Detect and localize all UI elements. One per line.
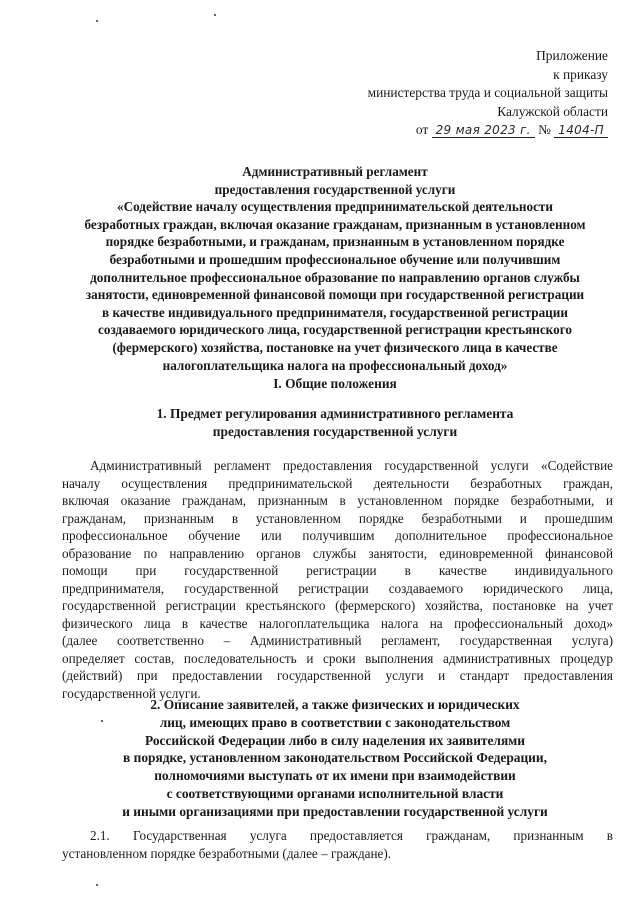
title-line: Административный регламент	[242, 164, 428, 179]
subsection-heading-subject	[50, 405, 620, 441]
appendix-order-ref: к приказу	[553, 66, 608, 82]
paragraph-line: Административный регламент предоставления государственной услуги «Содействие	[90, 458, 613, 473]
paragraph-applicants	[62, 827, 613, 862]
paragraph-subject	[62, 457, 613, 702]
subsection-line: и иными организациями при предоставлении государственной услуги	[122, 803, 548, 819]
title-line: (фермерского) хозяйства, постановке на учет физического лица в качестве	[112, 339, 558, 355]
subsection-line: лиц, имеющих право в соответствии с законодательством	[159, 714, 511, 730]
paragraph-line: государственной услуги.	[62, 685, 201, 701]
section-heading-general	[50, 375, 620, 393]
paragraph-line: включая оказание гражданам, признанным в установленном порядке безработными, и	[62, 493, 613, 508]
section-title: I. Общие положения	[273, 376, 397, 391]
subsection-heading-applicants	[50, 696, 620, 821]
subsection-line: полномочиями выступать от их имени при взаимодействии	[154, 768, 516, 784]
title-line: создаваемого юридического лица, государственной регистрации крестьянского	[98, 322, 572, 338]
paragraph-line: 2.1. Государственная услуга предоставляется гражданам, признанным в	[90, 828, 613, 843]
title-line: налогоплательщика налога на профессиональный доход»	[162, 357, 508, 373]
subsection-line: 1. Предмет регулирования административного регламента	[156, 406, 514, 421]
date-prefix: от	[415, 122, 429, 137]
scan-speck	[214, 14, 216, 16]
appendix-block	[368, 47, 608, 140]
regulation-title	[50, 163, 620, 374]
appendix-region: Калужской области	[497, 103, 608, 119]
title-line: дополнительное профессиональное образование по направлению органов службы	[90, 269, 580, 285]
title-line: порядке безработными, и гражданам, признанным в установленном порядке	[105, 234, 565, 250]
subsection-line: Российской Федерации либо в силу наделения их заявителями	[144, 732, 526, 748]
subsection-line: в порядке, установленном законодательством Российской Федерации,	[123, 750, 547, 766]
appendix-date-line	[368, 121, 608, 140]
appendix-title: Приложение	[536, 48, 608, 63]
paragraph-line: установленном порядке безработными (далее – граждане).	[62, 845, 392, 861]
title-line: в качестве индивидуального предпринимателя, государственной регистрации	[102, 304, 568, 320]
paragraph-line: образование по направлению органов службы занятости, единовременной финансовой	[62, 545, 613, 561]
handwritten-number: 1404-П	[554, 123, 608, 138]
paragraph-line: (далее соответственно – Административный регламент, государственная услуга)	[62, 633, 613, 648]
paragraph-line: гражданам, признанным в установленном порядке безработными и прошедшим	[62, 510, 613, 526]
subsection-line: с соответствующими органами исполнительной власти	[166, 785, 504, 801]
paragraph-line: физического лица в качестве налогоплательщика налога на профессиональный доход»	[62, 615, 613, 631]
paragraph-line: профессиональное обучение или получившим дополнительное профессиональное	[62, 528, 613, 543]
paragraph-line: помощи при государственной регистрации в качестве индивидуального	[62, 563, 613, 578]
scan-speck	[96, 884, 98, 886]
paragraph-line: государственной регистрации крестьянского (фермерского) хозяйства, постановке на учет	[62, 598, 613, 613]
title-line: безработными и прошедшим профессиональное обучение или получившим	[109, 251, 561, 267]
paragraph-line: предпринимателя, государственной регистрации создаваемого юридического лица,	[62, 580, 613, 596]
title-line: занятости, единовременной финансовой помощи при государственной регистрации	[85, 287, 585, 303]
paragraph-line: определяет состав, последовательность и сроки выполнения административных процедур	[62, 650, 613, 666]
title-line: безработных граждан, включая оказание гражданам, признанным в установленном	[84, 216, 586, 232]
appendix-ministry: министерства труда и социальной защиты	[367, 85, 608, 100]
number-prefix: №	[538, 122, 551, 137]
handwritten-date: 29 мая 2023 г.	[432, 123, 535, 138]
paragraph-line: началу осуществления предпринимательской деятельности безработных граждан,	[62, 475, 613, 491]
paragraph-line: (действий) при предоставлении государственной услуги и стандарт предоставления	[62, 668, 613, 683]
scan-speck	[96, 20, 98, 22]
subsection-line: 2. Описание заявителей, а также физических и юридических	[150, 697, 520, 712]
title-line: предоставления государственной услуги	[214, 181, 456, 197]
subsection-line: предоставления государственной услуги	[212, 423, 458, 439]
title-line: «Содействие началу осуществления предпринимательской деятельности	[116, 199, 554, 215]
